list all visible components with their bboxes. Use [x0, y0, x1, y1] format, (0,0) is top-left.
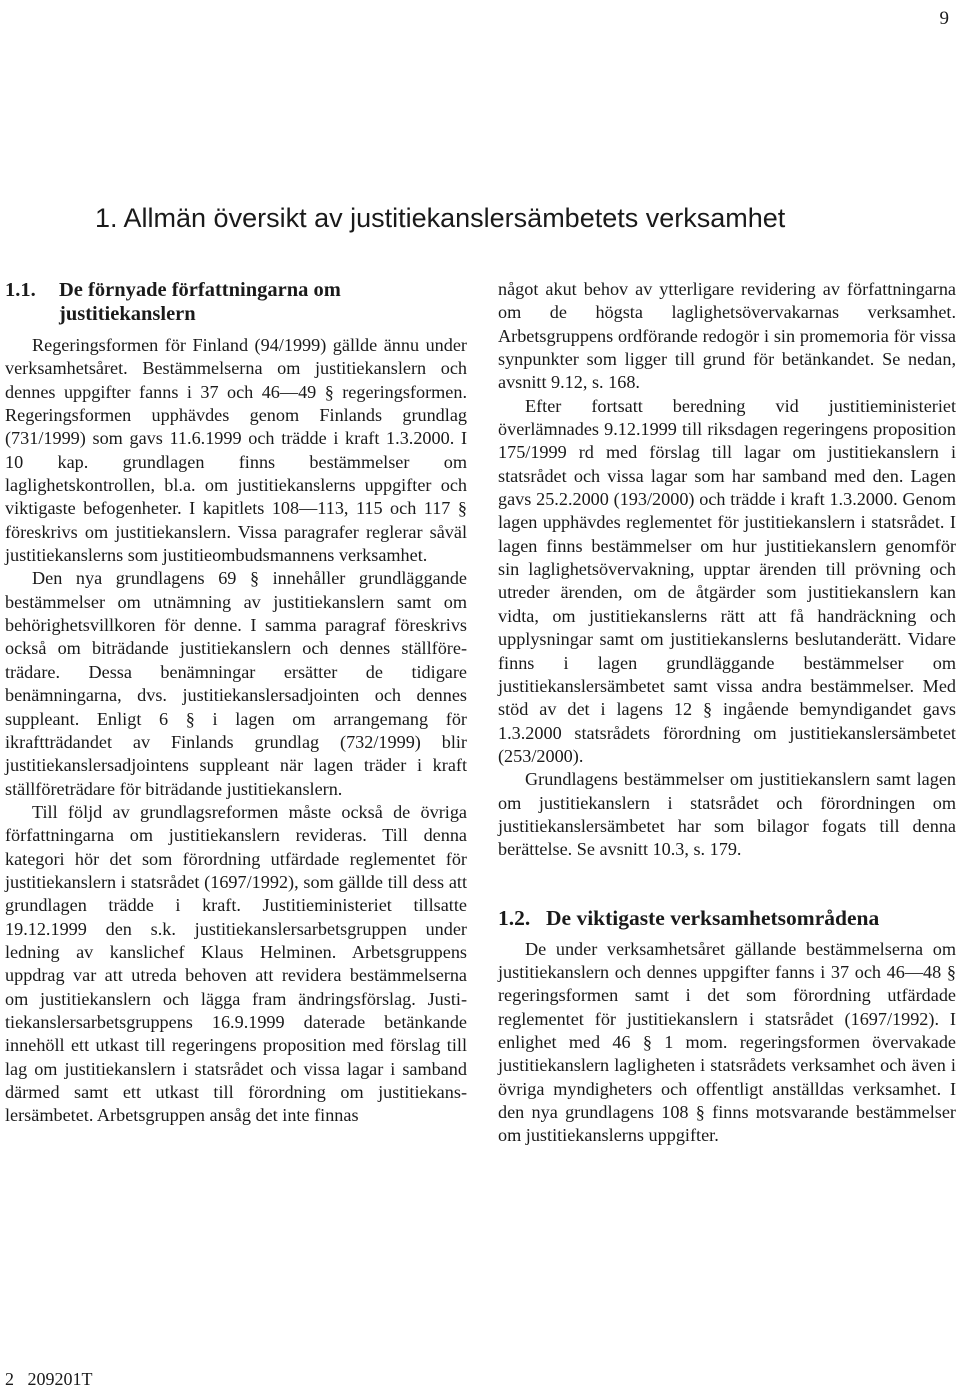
- paragraph-continued: något akut behov av ytterligare revidering av författningarna om de högsta laglighetsövervakarnas verksamhet. Arbetsgruppens ordförande redogör i sin promemoria för vissa synpunkter som ligger till grund för betänkandet. Se nedan, avsnitt 9.12, s. 168.: [498, 279, 956, 393]
- paragraph: Regeringsformen för Finland (94/1999) gällde ännu under verksamhetsåret. Bestämmelserna om justitiekanslern och dennes uppgifter fanns i 37 och 46—49 § regeringsformen. Regeringsformen upphävdes genom Finlands grundlag (731/1999) som gavs 11.6.1999 och trädde i kraft 1.3.2000. I 10 kap. grundlagen finns bestämmelser om laglighetskontrollen, bl.a. om justitiekanslerns uppgifter och viktigaste befogenheter. I kapitlets 108—113, 115 och 117 § föreskrivs om justitiekanslern. Vissa paragrafer reglerar såväl justitiekanslerns som justitieombudsmannens verksamhet.: [5, 335, 467, 566]
- section-title: De viktigaste verksamhetsområdena: [546, 905, 880, 930]
- section-heading-1-2: [498, 906, 956, 930]
- section-number: 1.2.: [498, 905, 531, 930]
- chapter-title: 1. Allmän översikt av justitiekanslersämbetets verksamhet: [95, 203, 786, 233]
- page-number: 9: [939, 8, 949, 29]
- left-column: [5, 278, 467, 1128]
- paragraph: Grundlagens bestämmelser om justitiekanslern samt lagen om justitiekanslern i statsrådet och förordningen om justitiekanslersämbetet har som bilagor fogats till denna berättelse. Se avsnitt 10.3, s. 179.: [498, 769, 956, 860]
- paragraph: Den nya grundlagens 69 § innehåller grundläggande bestämmelser om utnämning av justitiekanslern samt om behörighetsvillkoren för denne. I samma paragraf föreskrivs också om biträdande justitiekanslern och dennes ställföreträdare. Dessa benämningar ersätter de tidigare benämningarna, dvs. justitiekanslersadjointen och dennes suppleant. Enligt 6 § i lagen om arrangemang för ikraftträdandet av Finlands grundlag (732/1999) blir justitiekanslersadjointens suppleant när lagen träder i kraft ställföreträdare för biträdande justitiekanslern.: [5, 568, 467, 799]
- paragraph: Efter fortsatt beredning vid justitieministeriet överlämnades 9.12.1999 till riksdagen regeringens proposition 175/1999 rd med förslag till lagar om justitiekanslern i statsrådet och vissa lagar som har samband med den. Lagen gavs 25.2.2000 (193/2000) och trädde i kraft 1.3.2000. Genom lagen upphävdes reglementet för justitiekanslern i statsrådet. I lagen finns bestämmelser om hur justitiekanslern genomför sin laglighetsövervakning, upptar ärenden till prövning och utreder ärenden, om de åtgärder som justitiekanslern kan vidta, om justitiekanslerns rätt att få handräckning och upplysningar samt om justitiekanslerns beslutanderätt. Vidare finns i lagen grundläggande bestämmelser om justitiekanslersämbetet samt vissa andra bestämmelser. Med stöd av det i lagens 12 § ingående bemyndigandet gavs 1.3.2000 statsrådets förordning om justitiekanslersämbetet (253/2000).: [498, 395, 956, 766]
- right-column: [498, 278, 956, 1148]
- paragraph: De under verksamhetsåret gällande bestämmelserna om justitiekanslern och dennes uppgifter fanns i 37 och 46—48 § regeringsformen samt i det som förordning utfärdade reglementet för justitiekanslern i statsrådet (1697/1992). I enlighet med 46 § 1 mom. regeringsformen övervakade justitiekanslern lagligheten i statsrådets verksamhet och även i övriga myndigheters och offentligt anställdas verksamhet. I den nya grundlagens 108 § finns motsvarande bestämmelser om justitiekanslerns uppgifter.: [498, 938, 956, 1146]
- paragraph: Till följd av grundlagsreformen måste också de övriga författningarna om justitiekanslern revideras. Till denna kategori hör det som förordning utfärdade reglementet för justitiekanslern i statsrådet (1697/1992), som gällde till dess att grundlagen trädde i kraft. Justitieministeriet tillsatte 19.12.1999 den s.k. justitiekanslersarbetsgruppen under ledning av kanslichef Klaus Helminen. Arbetsgruppens uppdrag var att utreda behoven att revidera bestämmelserna om justitiekanslern och lägga fram ändringsförslag. Justitiekanslersarbetsgruppens 16.9.1999 daterade betänkande innehöll ett utkast till regeringens proposition med förslag till lag om justitiekanslern i statsrådet och vissa lagar i samband därmed samt ett utkast till förordning om justitiekanslersämbetet. Arbetsgruppen ansåg det inte finnas: [5, 801, 467, 1126]
- section-heading-1-1: [5, 278, 467, 326]
- page-footer: 2 209201T: [5, 1369, 93, 1389]
- section-title: De förnyade författningarna om justitiekanslern: [59, 279, 341, 325]
- section-number: 1.1.: [5, 279, 36, 301]
